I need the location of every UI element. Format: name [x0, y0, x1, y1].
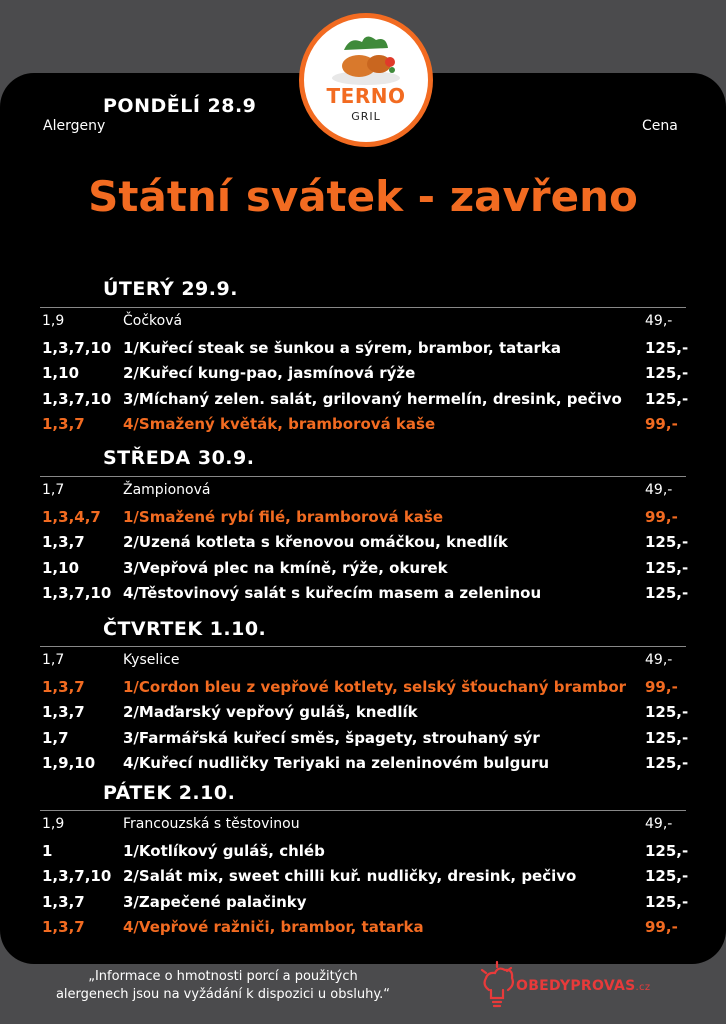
menu-item-price: 49,- — [645, 652, 673, 668]
menu-item-price: 125,- — [645, 703, 689, 721]
menu-item-price: 125,- — [645, 559, 689, 577]
menu-item-allergens: 1,9 — [42, 816, 65, 832]
menu-item-allergens: 1,10 — [42, 559, 80, 577]
monday-title: PONDĚLÍ 28.9 — [103, 95, 257, 117]
menu-item-price: 125,- — [645, 754, 689, 772]
day-title: PÁTEK 2.10. — [103, 782, 236, 804]
obedyprovas-logo — [480, 958, 680, 1014]
grilled-chicken-icon — [304, 18, 428, 142]
menu-item-price: 125,- — [645, 893, 689, 911]
menu-item-price: 99,- — [645, 415, 678, 433]
day-title: ČTVRTEK 1.10. — [103, 618, 267, 640]
menu-item-name: 2/Maďarský vepřový guláš, knedlík — [123, 703, 418, 721]
menu-item-allergens: 1,7 — [42, 729, 69, 747]
menu-item-name: Francouzská s těstovinou — [123, 816, 300, 832]
menu-item-price: 99,- — [645, 918, 678, 936]
menu-item-allergens: 1,3,7,10 — [42, 339, 112, 357]
menu-item-allergens: 1,10 — [42, 364, 80, 382]
menu-item-row — [0, 339, 726, 363]
menu-item-row — [0, 584, 726, 608]
day-divider — [40, 810, 686, 811]
menu-item-price: 125,- — [645, 729, 689, 747]
menu-item-price: 125,- — [645, 533, 689, 551]
menu-item-allergens: 1,3,7 — [42, 533, 85, 551]
menu-item-price: 99,- — [645, 678, 678, 696]
menu-item-name: Čočková — [123, 313, 183, 329]
price-column-label: Cena — [642, 118, 678, 134]
day-title: STŘEDA 30.9. — [103, 447, 255, 469]
day-title: ÚTERÝ 29.9. — [103, 278, 238, 300]
logo-brand-text: TERNO — [326, 84, 406, 108]
menu-item-name: 1/Cordon bleu z vepřové kotlety, selský šťouchaný brambor — [123, 678, 627, 696]
menu-item-name: Kyselice — [123, 652, 180, 668]
menu-item-allergens: 1,3,7 — [42, 678, 85, 696]
menu-item-row — [0, 533, 726, 557]
menu-item-name: 4/Vepřové ražniči, brambor, tatarka — [123, 918, 424, 936]
day-divider — [40, 476, 686, 477]
menu-item-allergens: 1,3,7 — [42, 893, 85, 911]
menu-item-price: 125,- — [645, 584, 689, 602]
menu-item-price: 125,- — [645, 339, 689, 357]
menu-item-name: 2/Salát mix, sweet chilli kuř. nudličky, dresink, pečivo — [123, 867, 577, 885]
menu-item-price: 125,- — [645, 867, 689, 885]
menu-item-price: 125,- — [645, 364, 689, 382]
menu-item-row — [0, 508, 726, 532]
menu-item-name: 4/Těstovinový salát s kuřecím masem a zeleninou — [123, 584, 542, 602]
chef-hat-bulb-icon — [480, 960, 514, 1012]
menu-item-allergens: 1,9 — [42, 313, 65, 329]
allergen-info-line-1: „Informace o hmotnosti porcí a použitých — [88, 969, 358, 984]
terno-gril-logo — [299, 13, 433, 147]
day-divider — [40, 307, 686, 308]
menu-item-name: 3/Vepřová plec na kmíně, rýže, okurek — [123, 559, 448, 577]
menu-item-row — [0, 842, 726, 866]
menu-item-name: 3/Zapečené palačinky — [123, 893, 307, 911]
menu-item-allergens: 1,3,7,10 — [42, 390, 112, 408]
menu-item-name: 1/Kuřecí steak se šunkou a sýrem, brambor, tatarka — [123, 339, 562, 357]
menu-item-allergens: 1,3,7,10 — [42, 584, 112, 602]
menu-item-name: 1/Smažené rybí filé, bramborová kaše — [123, 508, 444, 526]
allergens-column-label: Alergeny — [43, 118, 106, 134]
menu-item-name: 2/Kuřecí kung-pao, jasmínová rýže — [123, 364, 416, 382]
menu-item-price: 99,- — [645, 508, 678, 526]
menu-item-row — [0, 754, 726, 778]
menu-item-price: 49,- — [645, 482, 673, 498]
menu-item-row — [0, 729, 726, 753]
menu-item-price: 125,- — [645, 390, 689, 408]
allergen-info-note — [18, 968, 428, 1004]
menu-item-allergens: 1,3,7,10 — [42, 867, 112, 885]
menu-item-name: 2/Uzená kotleta s křenovou omáčkou, knedlík — [123, 533, 508, 551]
allergen-info-line-2: alergenech jsou na vyžádání k dispozici u obsluhy.“ — [55, 987, 391, 1002]
menu-item-row — [0, 703, 726, 727]
menu-item-row — [0, 678, 726, 702]
menu-item-row — [0, 364, 726, 388]
obedyprovas-tld: .cz — [635, 982, 651, 993]
closed-notice: Státní svátek - zavřeno — [88, 172, 638, 221]
logo-sub-text: GRIL — [351, 110, 381, 123]
menu-item-allergens: 1,7 — [42, 482, 65, 498]
menu-item-row — [0, 415, 726, 439]
menu-item-price: 49,- — [645, 313, 673, 329]
menu-item-row — [0, 482, 726, 506]
menu-item-row — [0, 559, 726, 583]
menu-item-row — [0, 918, 726, 942]
menu-item-allergens: 1,9,10 — [42, 754, 96, 772]
menu-item-row — [0, 313, 726, 337]
menu-item-name: 3/Míchaný zelen. salát, grilovaný hermelín, dresink, pečivo — [123, 390, 622, 408]
menu-item-price: 49,- — [645, 816, 673, 832]
obedyprovas-name: OBEDYPROVAS — [516, 978, 636, 994]
menu-item-row — [0, 652, 726, 676]
menu-item-allergens: 1,3,4,7 — [42, 508, 101, 526]
menu-item-name: 4/Kuřecí nudličky Teriyaki na zeleninovém bulguru — [123, 754, 550, 772]
menu-item-name: 4/Smažený květák, bramborová kaše — [123, 415, 436, 433]
menu-item-allergens: 1,7 — [42, 652, 65, 668]
obedyprovas-wordmark — [516, 978, 650, 994]
menu-item-allergens: 1,3,7 — [42, 415, 85, 433]
menu-item-row — [0, 390, 726, 414]
day-divider — [40, 646, 686, 647]
menu-item-name: Žampionová — [123, 482, 211, 498]
menu-item-name: 3/Farmářská kuřecí směs, špagety, strouhaný sýr — [123, 729, 540, 747]
menu-item-allergens: 1,3,7 — [42, 918, 85, 936]
menu-item-row — [0, 893, 726, 917]
menu-item-allergens: 1,3,7 — [42, 703, 85, 721]
menu-item-price: 125,- — [645, 842, 689, 860]
menu-item-allergens: 1 — [42, 842, 53, 860]
menu-item-row — [0, 867, 726, 891]
menu-item-name: 1/Kotlíkový guláš, chléb — [123, 842, 325, 860]
menu-item-row — [0, 816, 726, 840]
